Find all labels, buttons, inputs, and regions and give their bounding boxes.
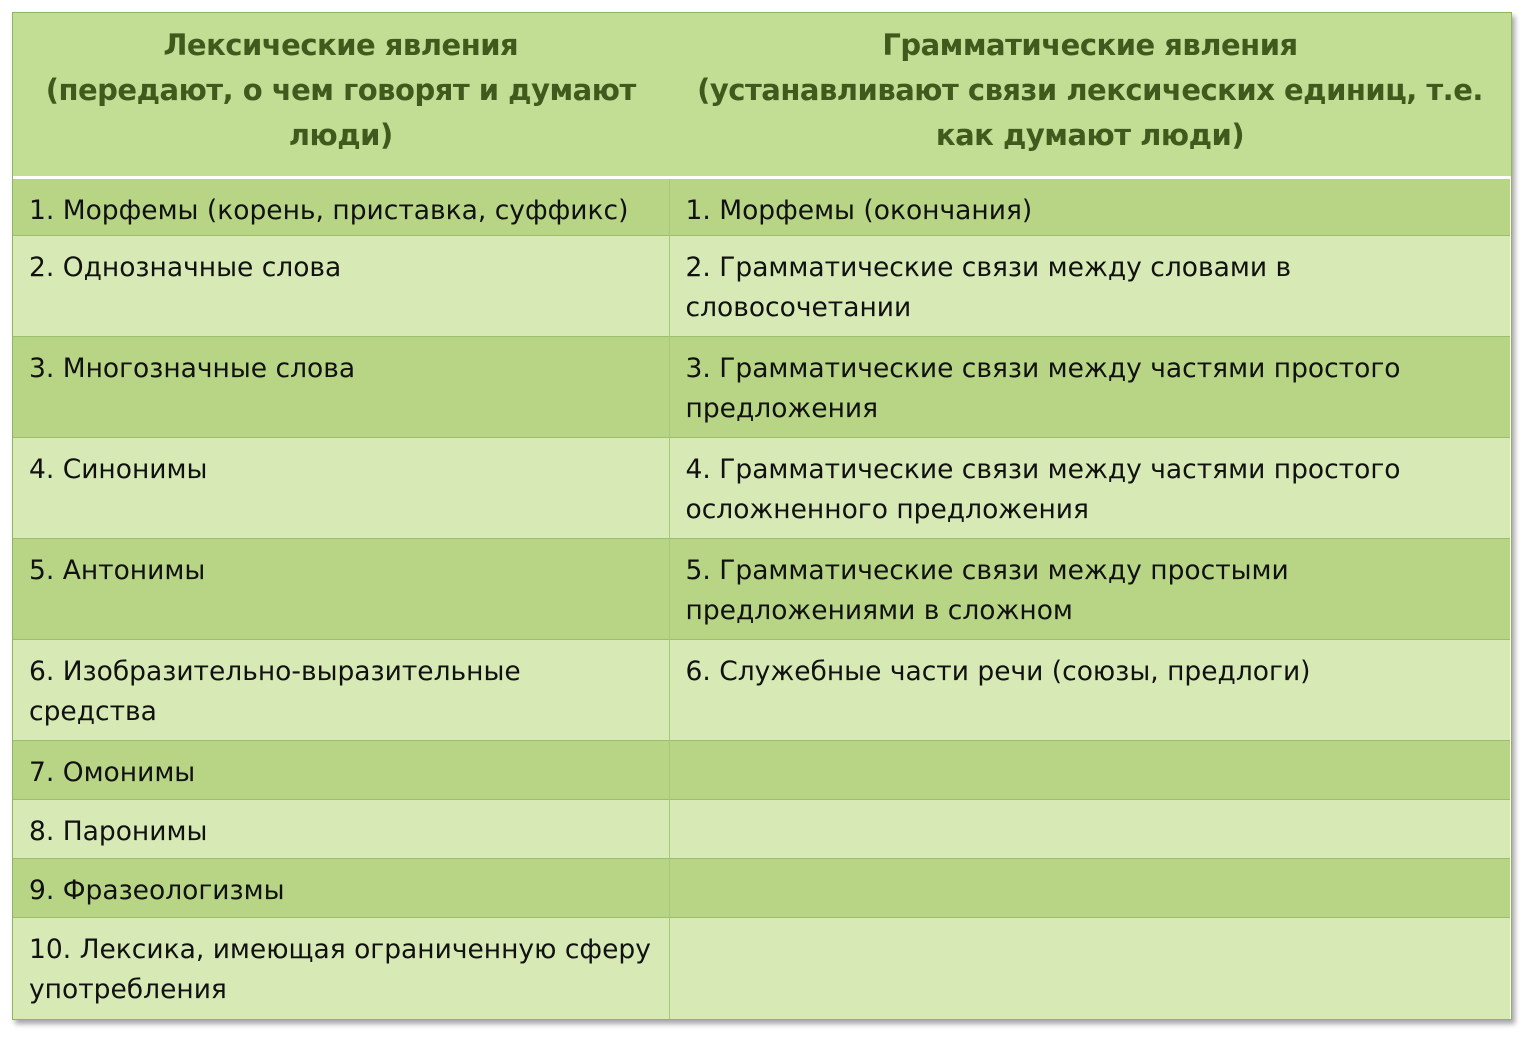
cell-grammatical: 1. Морфемы (окончания) [669, 178, 1511, 236]
comparison-table-container [12, 12, 1512, 1020]
lexical-grammatical-table [13, 13, 1511, 1020]
table-header-row [13, 13, 1511, 178]
table-row [13, 918, 1511, 1020]
header-lexical-line-2: (передают, о чем говорят и думают [45, 73, 636, 107]
table-row [13, 236, 1511, 337]
cell-lexical: 7. Омонимы [13, 741, 669, 800]
header-grammatical [669, 13, 1511, 178]
header-lexical [13, 13, 669, 178]
header-grammatical-line-1: Грамматические явления [882, 28, 1298, 62]
cell-grammatical [669, 918, 1511, 1020]
cell-grammatical [669, 859, 1511, 918]
cell-lexical: 6. Изобразительно-выразительные средства [13, 640, 669, 741]
table-row [13, 859, 1511, 918]
cell-grammatical: 4. Грамматические связи между частями простого осложненного предложения [669, 438, 1511, 539]
cell-lexical: 9. Фразеологизмы [13, 859, 669, 918]
header-lexical-line-3: люди) [288, 118, 393, 152]
header-grammatical-line-3: как думают люди) [935, 118, 1245, 152]
cell-grammatical [669, 741, 1511, 800]
table-row [13, 337, 1511, 438]
cell-lexical: 2. Однозначные слова [13, 236, 669, 337]
cell-lexical: 8. Паронимы [13, 800, 669, 859]
header-grammatical-line-2: (устанавливают связи лексических единиц, т.е. [697, 73, 1483, 107]
cell-grammatical: 5. Грамматические связи между простыми предложениями в сложном [669, 539, 1511, 640]
cell-lexical: 4. Синонимы [13, 438, 669, 539]
table-row [13, 640, 1511, 741]
cell-grammatical: 3. Грамматические связи между частями простого предложения [669, 337, 1511, 438]
table-row [13, 178, 1511, 236]
header-lexical-line-1: Лексические явления [163, 28, 519, 62]
cell-lexical: 10. Лексика, имеющая ограниченную сферу употребления [13, 918, 669, 1020]
cell-lexical: 1. Морфемы (корень, приставка, суффикс) [13, 178, 669, 236]
table-row [13, 800, 1511, 859]
cell-lexical: 5. Антонимы [13, 539, 669, 640]
cell-lexical: 3. Многозначные слова [13, 337, 669, 438]
cell-grammatical: 6. Служебные части речи (союзы, предлоги) [669, 640, 1511, 741]
table-row [13, 438, 1511, 539]
cell-grammatical [669, 800, 1511, 859]
cell-grammatical: 2. Грамматические связи между словами в словосочетании [669, 236, 1511, 337]
table-row [13, 539, 1511, 640]
table-row [13, 741, 1511, 800]
